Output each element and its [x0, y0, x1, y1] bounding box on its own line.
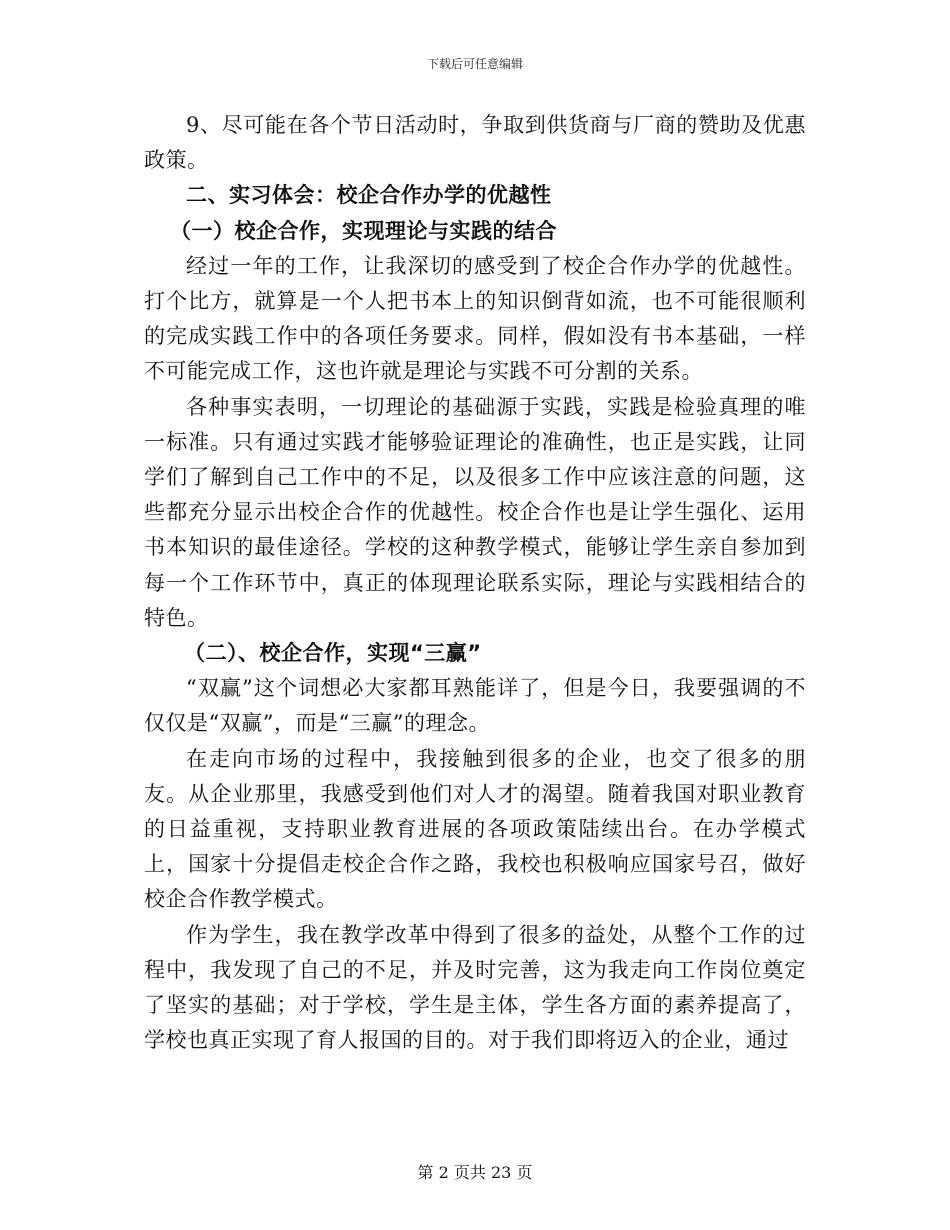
section-heading: 二、实习体会：校企合作办学的优越性 — [186, 183, 552, 208]
subsection-heading-1: （一）校企合作，实现理论与实践的结合 — [170, 218, 557, 243]
paragraph-5: 作为学生，我在教学改革中得到了很多的益处，从整个工作的过程中，我发现了自己的不足，并及时完善，这为我走向工作岗位奠定了坚实的基础；对于学校，学生是主体，学生各方面的素养提高了，学校也真正实现了育人报国的目的。对于我们即将迈入的企业，通过 — [144, 922, 806, 1053]
paragraph-3: “双赢”这个词想必大家都耳熟能详了，但是今日，我要强调的不仅仅是“双赢”，而是“三赢”的理念。 — [144, 676, 806, 736]
document-body — [144, 108, 806, 1058]
paragraph-2: 各种事实表明，一切理论的基础源于实践，实践是检验真理的唯一标准。只有通过实践才能够验证理论的准确性，也正是实践，让同学们了解到自己工作中的不足，以及很多工作中应该注意的问题，这些都充分显示出校企合作的优越性。校企合作也是让学生强化、运用书本知识的最佳途径。学校的这种教学模式，能够让学生亲自参加到每一个工作环节中，真正的体现理论联系实际，理论与实践相结合的特色。 — [144, 394, 806, 630]
subsection-heading-2: （二）、校企合作，实现“三赢” — [184, 641, 482, 666]
page-footer: 第 2 页共 23 页 — [417, 1163, 533, 1182]
paragraph-item-9: 9、尽可能在各个节日活动时，争取到供货商与厂商的赞助及优惠政策。 — [144, 113, 806, 173]
page-header: 下载后可任意编辑 — [426, 57, 523, 71]
paragraph-4: 在走向市场的过程中，我接触到很多的企业，也交了很多的朋友。从企业那里，我感受到他们对人才的渴望。随着我国对职业教育的日益重视，支持职业教育进展的各项政策陆续出台。在办学模式上，国家十分提倡走校企合作之路，我校也积极响应国家号召，做好校企合作教学模式。 — [144, 746, 806, 912]
paragraph-1: 经过一年的工作，让我深切的感受到了校企合作办学的优越性。打个比方，就算是一个人把书本上的知识倒背如流，也不可能很顺利的完成实践工作中的各项任务要求。同样，假如没有书本基础，一样不可能完成工作，这也许就是理论与实践不可分割的关系。 — [144, 253, 806, 384]
